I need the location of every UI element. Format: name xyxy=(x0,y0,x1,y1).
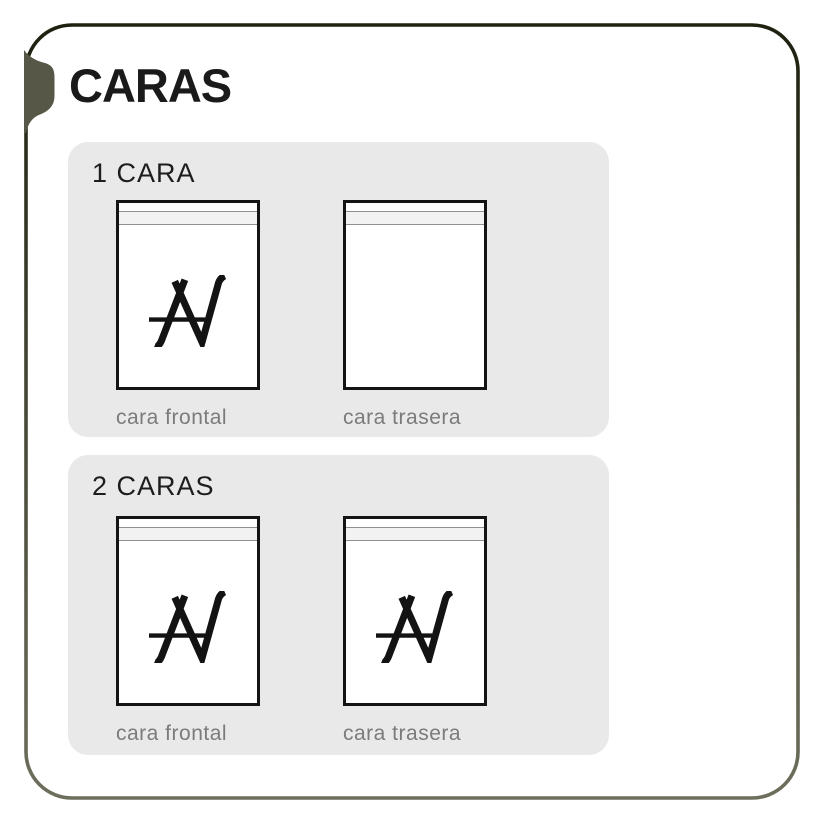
bag-seal-strip xyxy=(346,211,484,225)
card-caption: cara frontal xyxy=(116,722,228,745)
section-one-face xyxy=(68,142,609,437)
back-face-card xyxy=(343,516,487,706)
back-face-card xyxy=(343,200,487,390)
section-heading: 2 CARAS xyxy=(92,471,215,501)
card-caption: cara trasera xyxy=(343,406,462,429)
front-face-figure xyxy=(116,200,260,430)
section-two-faces xyxy=(68,455,609,755)
card-caption: cara trasera xyxy=(343,722,462,745)
front-face-card xyxy=(116,200,260,390)
bag-seal-strip xyxy=(119,527,257,541)
bag-seal-strip xyxy=(119,211,257,225)
front-face-figure xyxy=(116,516,260,746)
front-face-card xyxy=(116,516,260,706)
bag-seal-strip xyxy=(346,527,484,541)
bookmark-tab-icon xyxy=(24,50,55,133)
page-title: CARAS xyxy=(69,59,232,112)
av-monogram-logo xyxy=(149,591,227,663)
back-face-figure xyxy=(343,200,487,430)
av-monogram-logo xyxy=(149,275,227,347)
av-monogram-logo xyxy=(376,591,454,663)
card-caption: cara frontal xyxy=(116,406,228,429)
section-heading: 1 CARA xyxy=(92,158,196,188)
back-face-figure xyxy=(343,516,487,746)
